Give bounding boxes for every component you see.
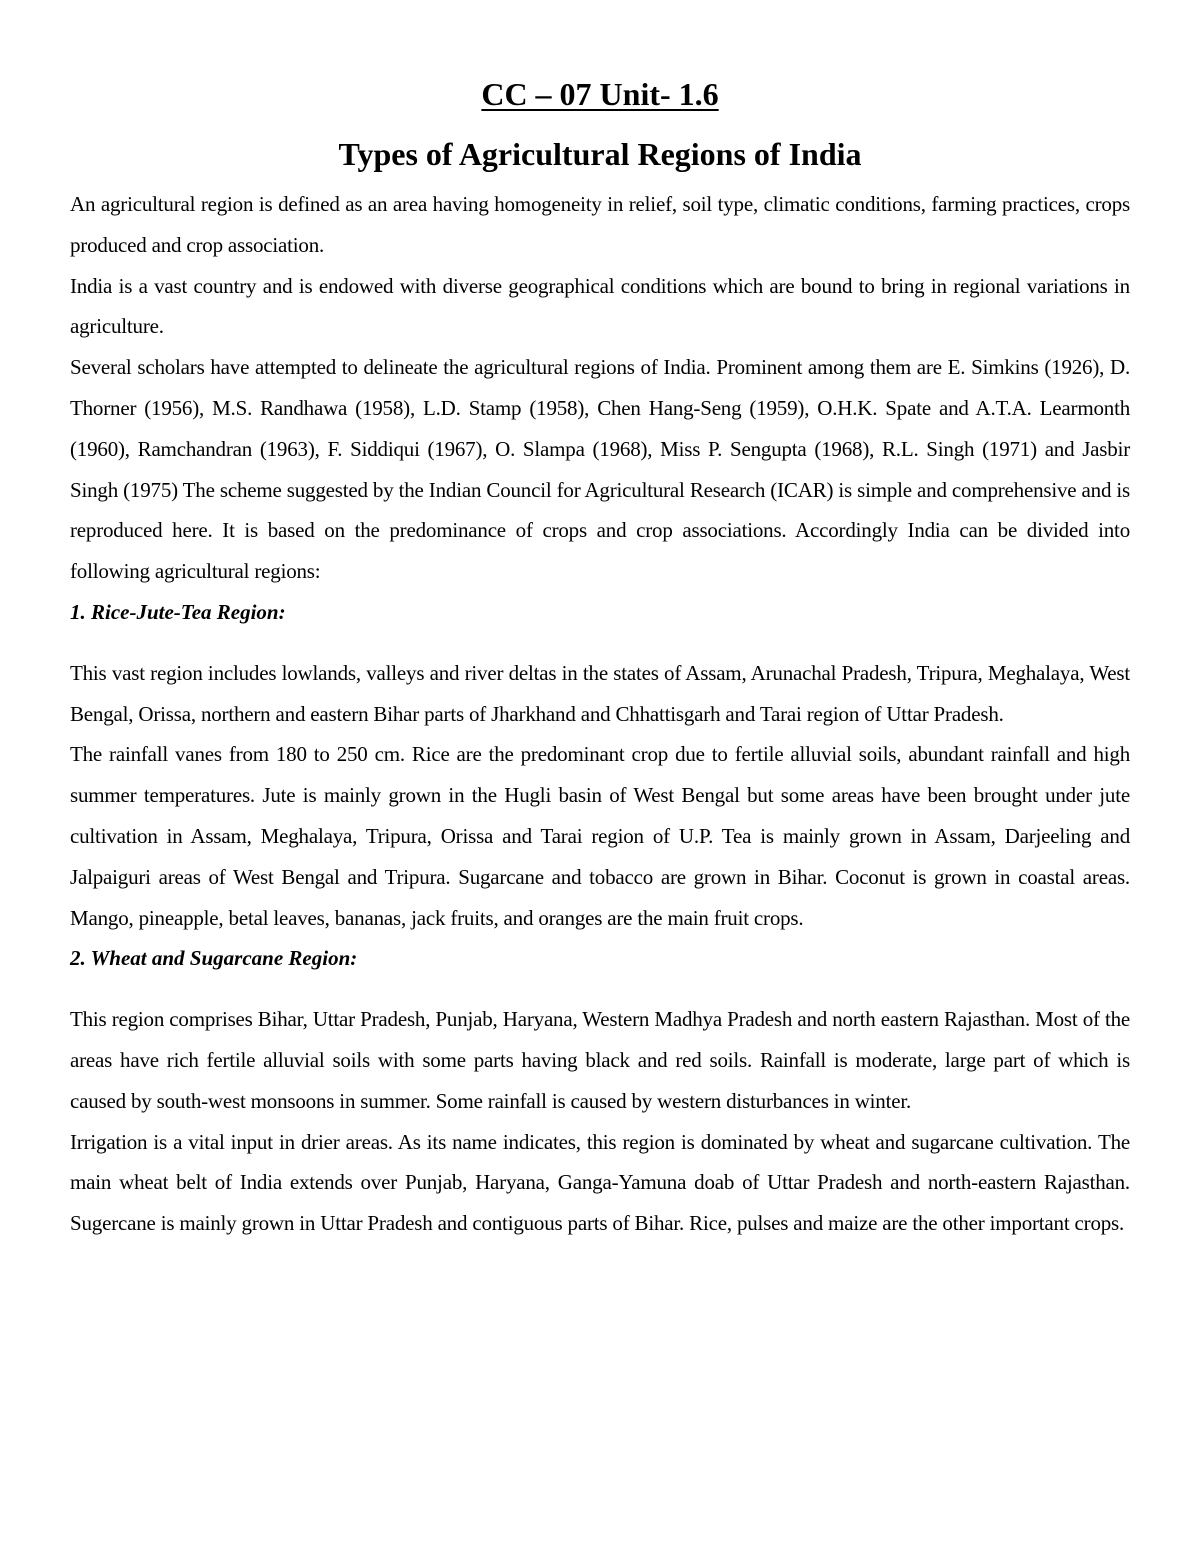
section-paragraph: The rainfall vanes from 180 to 250 cm. Rice are the predominant crop due to fertile alluvial soils, abundant rainfall and high summer temperatures. Jute is mainly grown in the Hugli basin of West Bengal but some areas have been brought under jute cultivation in Assam, Meghalaya, Tripura, Orissa and Tarai region of U.P. Tea is mainly grown in Assam, Darjeeling and Jalpaiguri areas of West Bengal and Tripura. Sugarcane and tobacco are grown in Bihar. Coconut is grown in coastal areas. Mango, pineapple, betal leaves, bananas, jack fruits, and oranges are the main fruit crops.: [70, 742, 1130, 930]
section-gap: [70, 633, 1130, 653]
document-title: CC – 07 Unit- 1.6: [481, 76, 719, 112]
intro-paragraph-3: Several scholars have attempted to delineate the agricultural regions of India. Prominent among them are E. Simkins (1926), D. Thorner (1956), M.S. Randhawa (1958), L.D. Stamp (1958), Chen Hang-Seng (1959), O.H.K. Spate and A.T.A. Learmonth (1960), Ramchandran (1963), F. Siddiqui (1967), O. Slampa (1968), Miss P. Sengupta (1968), R.L. Singh (1971) and Jasbir Singh (1975) The scheme suggested by the Indian Council for Agricultural Research (ICAR) is simple and comprehensive and is reproduced here. It is based on the predominance of crops and crop associations. Accordingly India can be divided into following agricultural regions:: [70, 355, 1130, 584]
section-gap: [70, 979, 1130, 999]
section-paragraph: This region comprises Bihar, Uttar Pradesh, Punjab, Haryana, Western Madhya Pradesh and north eastern Rajasthan. Most of the areas have rich fertile alluvial soils with some parts having black and red soils. Rainfall is moderate, large part of which is caused by south-west monsoons in summer. Some rainfall is caused by western disturbances in winter.: [70, 1007, 1130, 1113]
document-page: [70, 72, 1130, 1244]
section-paragraph: This vast region includes lowlands, valleys and river deltas in the states of Assam, Arunachal Pradesh, Tripura, Meghalaya, West Bengal, Orissa, northern and eastern Bihar parts of Jharkhand and Chhattisgarh and Tarai region of Uttar Pradesh.: [70, 660, 1130, 726]
section-paragraph: Irrigation is a vital input in drier areas. As its name indicates, this region is dominated by wheat and sugarcane cultivation. The main wheat belt of India extends over Punjab, Haryana, Ganga-Yamuna doab of Uttar Pradesh and north-eastern Rajasthan. Sugercane is mainly grown in Uttar Pradesh and contiguous parts of Bihar. Rice, pulses and maize are the other important crops.: [70, 1129, 1130, 1236]
section-heading: 1. Rice-Jute-Tea Region:: [70, 599, 286, 624]
intro-paragraph-1: An agricultural region is defined as an area having homogeneity in relief, soil type, climatic conditions, farming practices, crops produced and crop association.: [70, 192, 1130, 257]
section-heading: 2. Wheat and Sugarcane Region:: [70, 946, 358, 971]
intro-paragraph-2: India is a vast country and is endowed with diverse geographical conditions which are bound to bring in regional variations in agriculture.: [70, 273, 1130, 339]
document-subtitle: Types of Agricultural Regions of India: [338, 136, 862, 172]
section-rice-jute-tea: [70, 592, 1130, 938]
section-wheat-sugarcane: [70, 938, 1130, 1244]
